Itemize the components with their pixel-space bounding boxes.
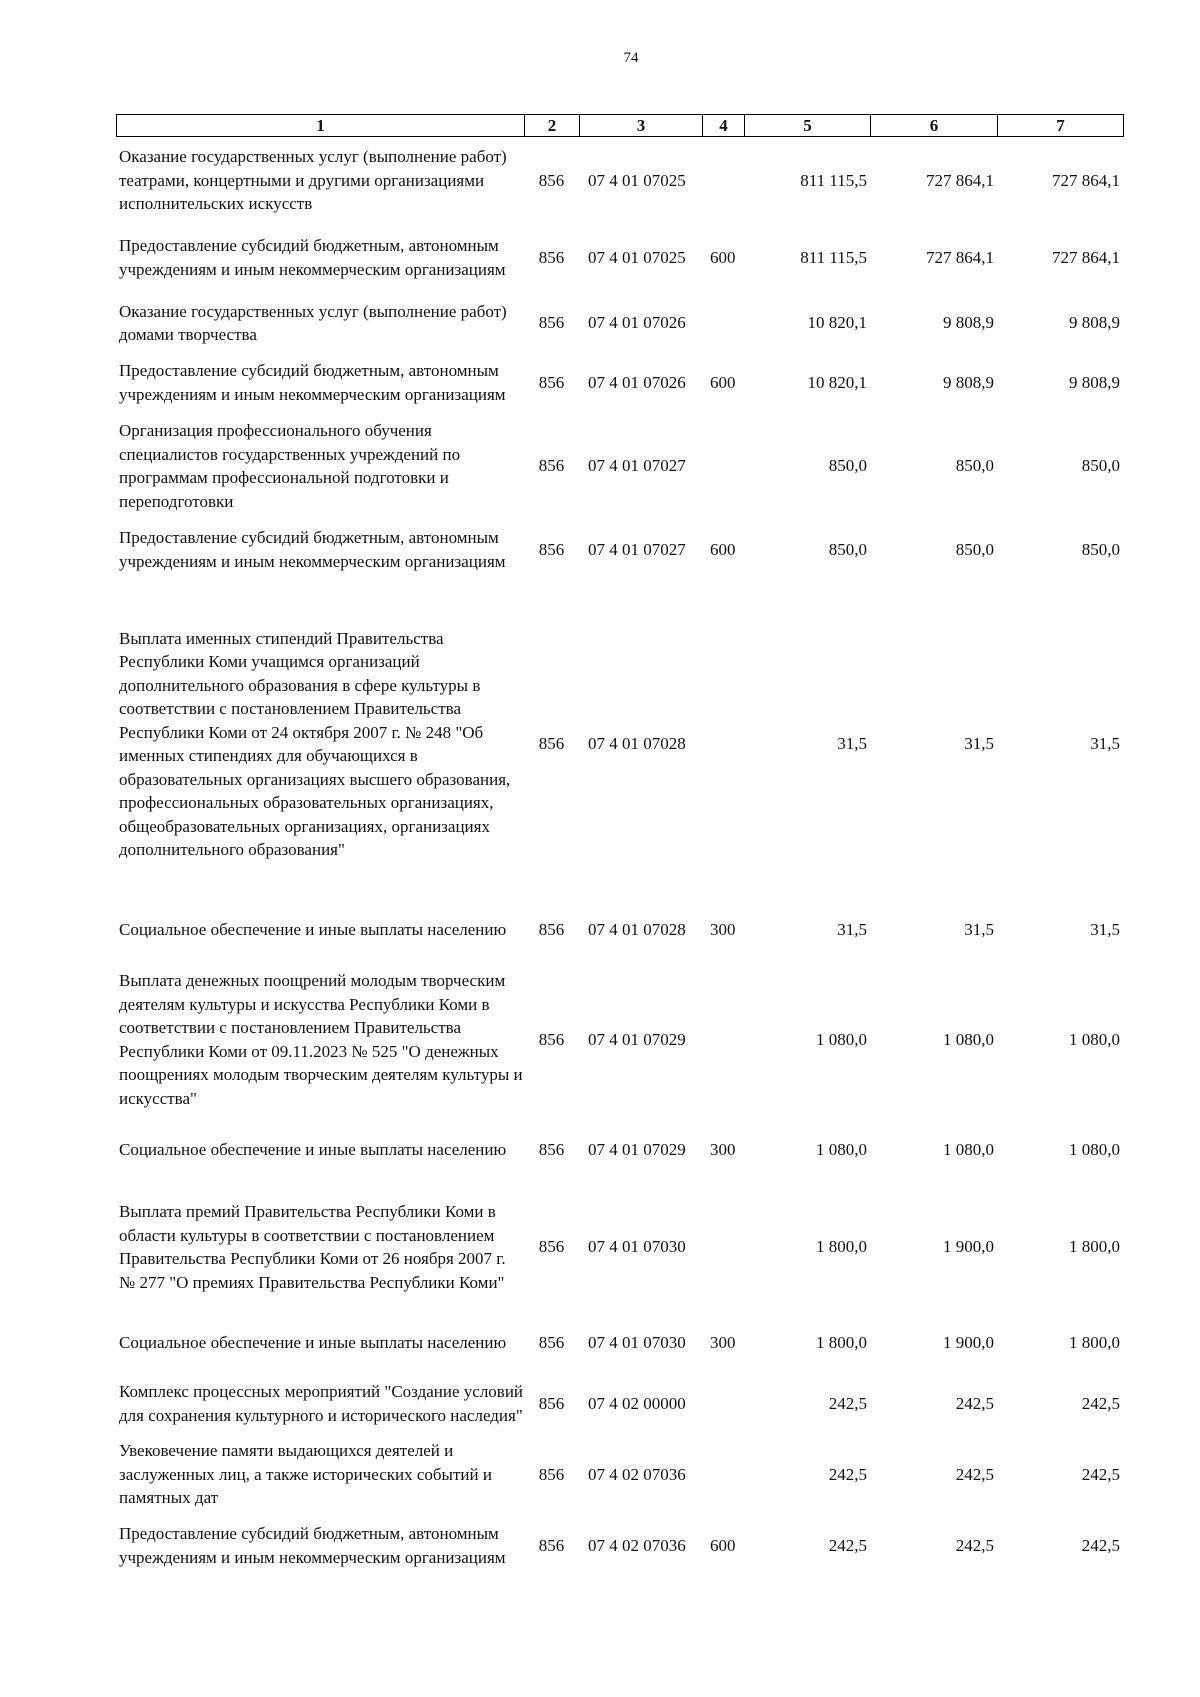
row-grbs: 856 — [538, 1237, 565, 1257]
row-vr: 300 — [710, 919, 736, 939]
row-name: Предоставление субсидий бюджетным, автономным учреждениям и иным некоммерческим организациям — [119, 528, 506, 571]
row-grbs: 856 — [538, 247, 565, 267]
table-row — [116, 1439, 1123, 1510]
table-row — [116, 216, 1123, 299]
header-col-1: 1 — [117, 115, 525, 137]
row-grbs: 856 — [538, 1333, 565, 1353]
row-vr — [702, 585, 744, 903]
row-value-col7: 31,5 — [1090, 734, 1120, 754]
row-value-col5: 10 820,1 — [807, 313, 867, 333]
row-vr: 600 — [710, 539, 736, 559]
row-value-col6: 1 900,0 — [943, 1333, 994, 1353]
row-name: Предоставление субсидий бюджетным, автономным учреждениям и иным некоммерческим организациям — [119, 361, 506, 404]
row-csr: 07 4 01 07025 — [588, 170, 686, 190]
row-value-col7: 1 800,0 — [1069, 1237, 1120, 1257]
row-name: Социальное обеспечение и иные выплаты населению — [119, 919, 507, 939]
table-row — [116, 145, 1123, 216]
row-name: Организация профессионального обучения специалистов государственных учреждений по программам профессиональной подготовки и переподготовки — [119, 421, 461, 511]
row-value-col6: 1 900,0 — [943, 1237, 994, 1257]
row-value-col5: 1 800,0 — [816, 1333, 867, 1353]
row-grbs: 856 — [538, 313, 565, 333]
row-vr — [702, 1176, 744, 1318]
row-grbs: 856 — [538, 372, 565, 392]
row-value-col5: 242,5 — [828, 1393, 867, 1413]
row-name: Социальное обеспечение и иные выплаты населению — [119, 1333, 507, 1353]
row-name: Выплата денежных поощрений молодым творческим деятелям культуры и искусства Республики Коми в соответствии с постановлением Правительства Республики Коми от 09.11.2023 № 525 "О денежных поощрениях молодым творческим деятелям культуры и искусства" — [119, 971, 523, 1108]
row-csr: 07 4 02 07036 — [588, 1535, 686, 1555]
row-vr: 600 — [710, 372, 736, 392]
header-col-4: 4 — [703, 115, 745, 137]
table-row — [116, 299, 1123, 347]
row-value-col5: 31,5 — [837, 734, 867, 754]
row-value-col7: 9 808,9 — [1069, 372, 1120, 392]
row-value-col7: 850,0 — [1081, 539, 1120, 559]
row-value-col6: 1 080,0 — [943, 1029, 994, 1049]
row-grbs: 856 — [538, 170, 565, 190]
row-grbs: 856 — [538, 1464, 565, 1484]
table-row — [116, 585, 1123, 903]
row-name: Предоставление субсидий бюджетным, автономным учреждениям и иным некоммерческим организациям — [119, 236, 506, 279]
header-col-5: 5 — [745, 115, 871, 137]
table-row — [116, 1510, 1123, 1581]
table-row — [116, 514, 1123, 585]
row-value-col7: 1 080,0 — [1069, 1139, 1120, 1159]
table-row — [116, 956, 1123, 1123]
header-col-3: 3 — [580, 115, 703, 137]
row-name: Комплекс процессных мероприятий "Создание условий для сохранения культурного и исторического наследия" — [119, 1382, 524, 1425]
row-value-col5: 242,5 — [828, 1464, 867, 1484]
row-value-col6: 1 080,0 — [943, 1139, 994, 1159]
row-name: Выплата премий Правительства Республики Коми в области культуры в соответствии с постановлением Правительства Республики Коми от 26 ноября 2007 г. № 277 "О премиях Правительства Республики Коми" — [119, 1202, 506, 1292]
row-vr: 600 — [710, 247, 736, 267]
row-value-col7: 727 864,1 — [1052, 170, 1120, 190]
table-row — [116, 1123, 1123, 1176]
row-value-col7: 727 864,1 — [1052, 247, 1120, 267]
row-name: Увековечение памяти выдающихся деятелей и заслуженных лиц, а также исторических событий и памятных дат — [119, 1441, 492, 1508]
row-vr: 300 — [710, 1139, 736, 1159]
row-name: Социальное обеспечение и иные выплаты населению — [119, 1139, 507, 1159]
row-csr: 07 4 01 07029 — [588, 1139, 686, 1159]
row-csr: 07 4 01 07028 — [588, 919, 686, 939]
row-value-col7: 242,5 — [1081, 1535, 1120, 1555]
table-row — [116, 1368, 1123, 1439]
row-csr: 07 4 01 07027 — [588, 456, 686, 476]
row-value-col6: 9 808,9 — [943, 313, 994, 333]
row-value-col5: 1 800,0 — [816, 1237, 867, 1257]
row-value-col6: 850,0 — [955, 539, 994, 559]
row-csr: 07 4 02 07036 — [588, 1464, 686, 1484]
table-row — [116, 418, 1123, 514]
row-value-col7: 850,0 — [1081, 456, 1120, 476]
row-value-col6: 850,0 — [955, 456, 994, 476]
column-header-table — [116, 114, 1124, 137]
row-vr — [702, 145, 744, 216]
row-grbs: 856 — [538, 1139, 565, 1159]
row-grbs: 856 — [538, 456, 565, 476]
row-value-col5: 850,0 — [828, 456, 867, 476]
row-vr — [702, 1368, 744, 1439]
row-value-col7: 1 800,0 — [1069, 1333, 1120, 1353]
row-name: Предоставление субсидий бюджетным, автономным учреждениям и иным некоммерческим организациям — [119, 1524, 506, 1567]
row-value-col5: 811 115,5 — [800, 247, 867, 267]
header-col-2: 2 — [525, 115, 580, 137]
header-col-6: 6 — [871, 115, 998, 137]
row-csr: 07 4 01 07026 — [588, 313, 686, 333]
row-value-col5: 1 080,0 — [816, 1029, 867, 1049]
row-vr — [702, 956, 744, 1123]
row-grbs: 856 — [538, 919, 565, 939]
row-value-col7: 9 808,9 — [1069, 313, 1120, 333]
row-value-col6: 727 864,1 — [926, 170, 994, 190]
row-vr: 300 — [710, 1333, 736, 1353]
row-vr: 600 — [710, 1535, 736, 1555]
row-vr — [702, 418, 744, 514]
row-csr: 07 4 01 07028 — [588, 734, 686, 754]
row-value-col6: 727 864,1 — [926, 247, 994, 267]
row-name: Оказание государственных услуг (выполнение работ) домами творчества — [119, 301, 507, 344]
header-col-7: 7 — [998, 115, 1124, 137]
row-csr: 07 4 01 07025 — [588, 247, 686, 267]
row-csr: 07 4 01 07027 — [588, 539, 686, 559]
row-grbs: 856 — [538, 1535, 565, 1555]
row-grbs: 856 — [538, 734, 565, 754]
row-csr: 07 4 01 07026 — [588, 372, 686, 392]
row-value-col6: 242,5 — [955, 1393, 994, 1413]
row-value-col5: 10 820,1 — [807, 372, 867, 392]
header-row — [117, 115, 1124, 137]
row-value-col5: 242,5 — [828, 1535, 867, 1555]
row-value-col7: 242,5 — [1081, 1393, 1120, 1413]
table-row — [116, 347, 1123, 418]
table-row — [116, 1176, 1123, 1318]
row-value-col5: 850,0 — [828, 539, 867, 559]
row-name: Выплата именных стипендий Правительства Республики Коми учащимся организаций дополнительного образования в сфере культуры в соответствии с постановлением Правительства Республики Коми от 24 октября 2007 г. № 248 "Об именных стипендиях для обучающихся в образовательных организациях высшего образования, профессиональных образовательных организациях, общеобразовательных организациях, организациях дополнительного образования" — [119, 628, 511, 859]
row-value-col5: 811 115,5 — [800, 170, 867, 190]
table-row — [116, 903, 1123, 956]
row-value-col6: 242,5 — [955, 1464, 994, 1484]
table-row — [116, 1318, 1123, 1368]
row-grbs: 856 — [538, 539, 565, 559]
row-csr: 07 4 01 07029 — [588, 1029, 686, 1049]
row-value-col7: 31,5 — [1090, 919, 1120, 939]
row-value-col6: 9 808,9 — [943, 372, 994, 392]
row-name: Оказание государственных услуг (выполнение работ) театрами, концертными и другими организациями исполнительских искусств — [119, 147, 507, 214]
row-value-col6: 242,5 — [955, 1535, 994, 1555]
row-value-col7: 242,5 — [1081, 1464, 1120, 1484]
budget-table — [116, 145, 1123, 1581]
row-grbs: 856 — [538, 1029, 565, 1049]
row-value-col6: 31,5 — [964, 919, 994, 939]
row-value-col5: 1 080,0 — [816, 1139, 867, 1159]
row-vr — [702, 299, 744, 347]
row-csr: 07 4 01 07030 — [588, 1333, 686, 1353]
page-number: 74 — [623, 50, 639, 66]
row-vr — [702, 1439, 744, 1510]
row-csr: 07 4 02 00000 — [588, 1393, 686, 1413]
row-value-col5: 31,5 — [837, 919, 867, 939]
row-value-col7: 1 080,0 — [1069, 1029, 1120, 1049]
row-value-col6: 31,5 — [964, 734, 994, 754]
row-csr: 07 4 01 07030 — [588, 1237, 686, 1257]
row-grbs: 856 — [538, 1393, 565, 1413]
